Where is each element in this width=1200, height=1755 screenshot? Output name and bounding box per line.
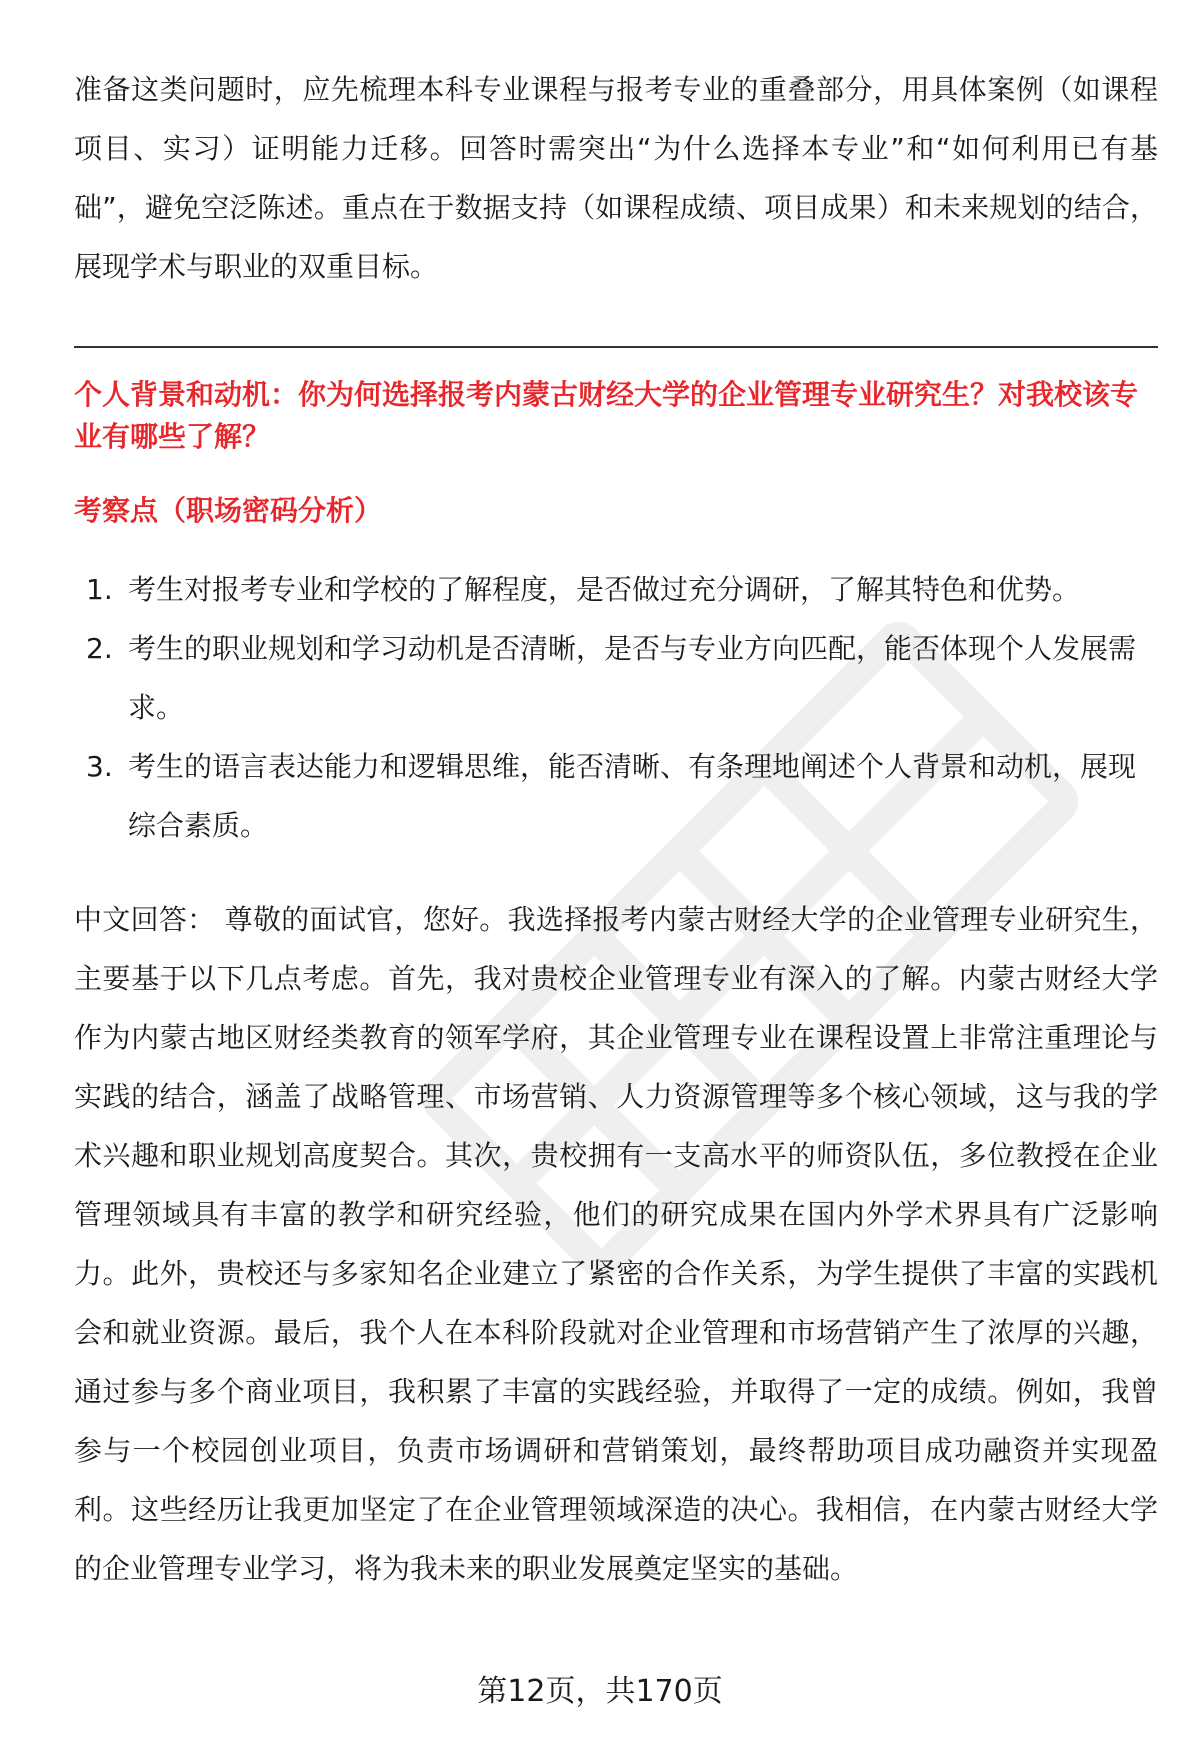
section-divider bbox=[74, 346, 1158, 348]
list-item-number: 1. bbox=[86, 573, 113, 606]
list-item-number: 3. bbox=[86, 750, 113, 783]
question-heading: 个人背景和动机：你为何选择报考内蒙古财经大学的企业管理专业研究生？对我校该专业有哪些了解？ bbox=[74, 378, 1139, 453]
list-item bbox=[74, 560, 1158, 619]
list-item-number: 2. bbox=[86, 632, 113, 665]
document-page bbox=[74, 60, 1158, 296]
assessment-points-list bbox=[74, 560, 1158, 855]
list-item-text: 考生的语言表达能力和逻辑思维，能否清晰、有条理地阐述个人背景和动机，展现综合素质。 bbox=[128, 750, 1137, 842]
list-item-text: 考生对报考专业和学校的了解程度，是否做过充分调研，了解其特色和优势。 bbox=[128, 573, 1081, 606]
answer-paragraph: 中文回答： 尊敬的面试官，您好。我选择报考内蒙古财经大学的企业管理专业研究生，主要基于以下几点考虑。首先，我对贵校企业管理专业有深入的了解。内蒙古财经大学作为内蒙古地区财经类教育的领军学府，其企业管理专业在课程设置上非常注重理论与实践的结合，涵盖了战略管理、市场营销、人力资源管理等多个核心领域，这与我的学术兴趣和职业规划高度契合。其次，贵校拥有一支高水平的师资队伍，多位教授在企业管理领域具有丰富的教学和研究经验，他们的研究成果在国内外学术界具有广泛影响力。此外，贵校还与多家知名企业建立了紧密的合作关系，为学生提供了丰富的实践机会和就业资源。最后，我个人在本科阶段就对企业管理和市场营销产生了浓厚的兴趣，通过参与多个商业项目，我积累了丰富的实践经验，并取得了一定的成绩。例如，我曾参与一个校园创业项目，负责市场调研和营销策划，最终帮助项目成功融资并实现盈利。这些经历让我更加坚定了在企业管理领域深造的决心。我相信，在内蒙古财经大学的企业管理专业学习，将为我未来的职业发展奠定坚实的基础。 bbox=[74, 903, 1158, 1585]
page-number: 第12页，共170页 bbox=[477, 1674, 723, 1709]
list-item-text: 考生的职业规划和学习动机是否清晰，是否与专业方向匹配，能否体现个人发展需求。 bbox=[128, 632, 1137, 724]
list-item bbox=[74, 737, 1158, 855]
section-title: 考察点（职场密码分析） bbox=[74, 494, 383, 527]
list-item bbox=[74, 619, 1158, 737]
intro-paragraph: 准备这类问题时，应先梳理本科专业课程与报考专业的重叠部分，用具体案例（如课程项目、实习）证明能力迁移。回答时需突出“为什么选择本专业”和“如何利用已有基础”，避免空泛陈述。重点在于数据支持（如课程成绩、项目成果）和未来规划的结合，展现学术与职业的双重目标。 bbox=[74, 73, 1158, 283]
